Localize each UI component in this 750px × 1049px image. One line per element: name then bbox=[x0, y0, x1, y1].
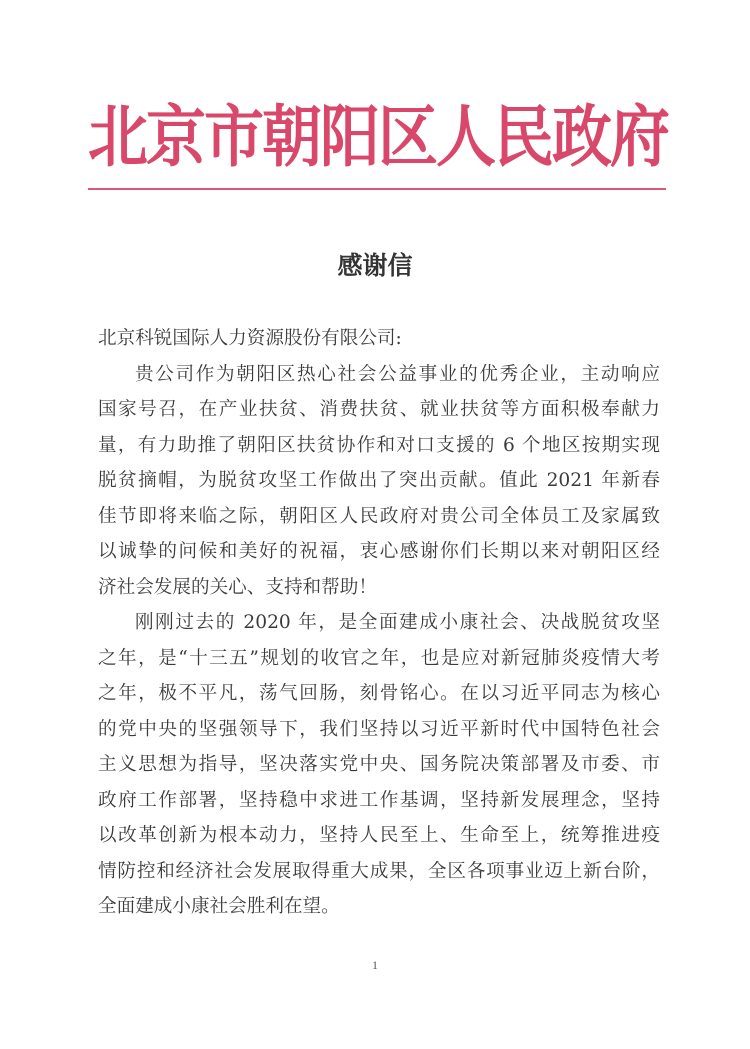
paragraph-line: 以改革创新为根本动力，坚持人民至上、生命至上，统筹推进疫 bbox=[98, 825, 660, 846]
paragraph-line: 国家号召，在产业扶贫、消费扶贫、就业扶贫等方面积极奉献力 bbox=[98, 399, 660, 420]
salutation: 北京科锐国际人力资源股份有限公司: bbox=[98, 328, 402, 349]
letterhead-char: 人 bbox=[436, 98, 496, 177]
letterhead-char: 区 bbox=[378, 98, 438, 177]
paragraph-line: 贵公司作为朝阳区热心社会公益事业的优秀企业，主动响应 bbox=[135, 363, 660, 385]
paragraph-line: 之年，极不平凡，荡气回肠，刻骨铭心。在以习近平同志为核心 bbox=[98, 683, 660, 704]
paragraph-line: 以诚挚的问候和美好的祝福，衷心感谢你们长期以来对朝阳区经 bbox=[98, 541, 660, 562]
letterhead-org-name bbox=[88, 92, 670, 177]
paragraph-line: 情防控和经济社会发展取得重大成果，全区各项事业迈上新台阶， bbox=[98, 860, 660, 882]
paragraph-line: 佳节即将来临之际，朝阳区人民政府对贵公司全体员工及家属致 bbox=[98, 505, 660, 527]
letterhead-char: 府 bbox=[610, 98, 670, 177]
page-number: 1 bbox=[372, 958, 378, 972]
paragraph-line: 的党中央的坚强领导下，我们坚持以习近平新时代中国特色社会 bbox=[98, 718, 660, 740]
letterhead-char: 朝 bbox=[262, 98, 322, 177]
letterhead-char: 市 bbox=[204, 98, 264, 177]
paragraph-line: 量，有力助推了朝阳区扶贫协作和对口支援的 6 个地区按期实现 bbox=[98, 434, 660, 456]
paragraph-line: 之年，是“十三五”规划的收官之年，也是应对新冠肺炎疫情大考 bbox=[98, 647, 660, 669]
paragraph-line: 政府工作部署，坚持稳中求进工作基调，坚持新发展理念，坚持 bbox=[98, 789, 660, 811]
letterhead-char: 北 bbox=[88, 98, 148, 177]
letterhead-char: 京 bbox=[146, 98, 206, 177]
letterhead-divider bbox=[88, 188, 666, 190]
paragraph-line: 刚刚过去的 2020 年，是全面建成小康社会、决战脱贫攻坚 bbox=[135, 612, 660, 633]
letterhead-char: 政 bbox=[552, 98, 612, 177]
letterhead-char: 民 bbox=[494, 98, 554, 177]
letterhead-char: 阳 bbox=[320, 98, 380, 177]
document-title: 感谢信 bbox=[337, 251, 413, 280]
paragraph-line: 济社会发展的关心、支持和帮助！ bbox=[98, 576, 377, 598]
paragraph-line: 全面建成小康社会胜利在望。 bbox=[98, 896, 340, 917]
letter-body bbox=[98, 321, 660, 925]
paragraph-line: 主义思想为指导，坚决落实党中央、国务院决策部署及市委、市 bbox=[98, 754, 660, 775]
paragraph-line: 脱贫摘帽，为脱贫攻坚工作做出了突出贡献。值此 2021 年新春 bbox=[98, 470, 660, 491]
